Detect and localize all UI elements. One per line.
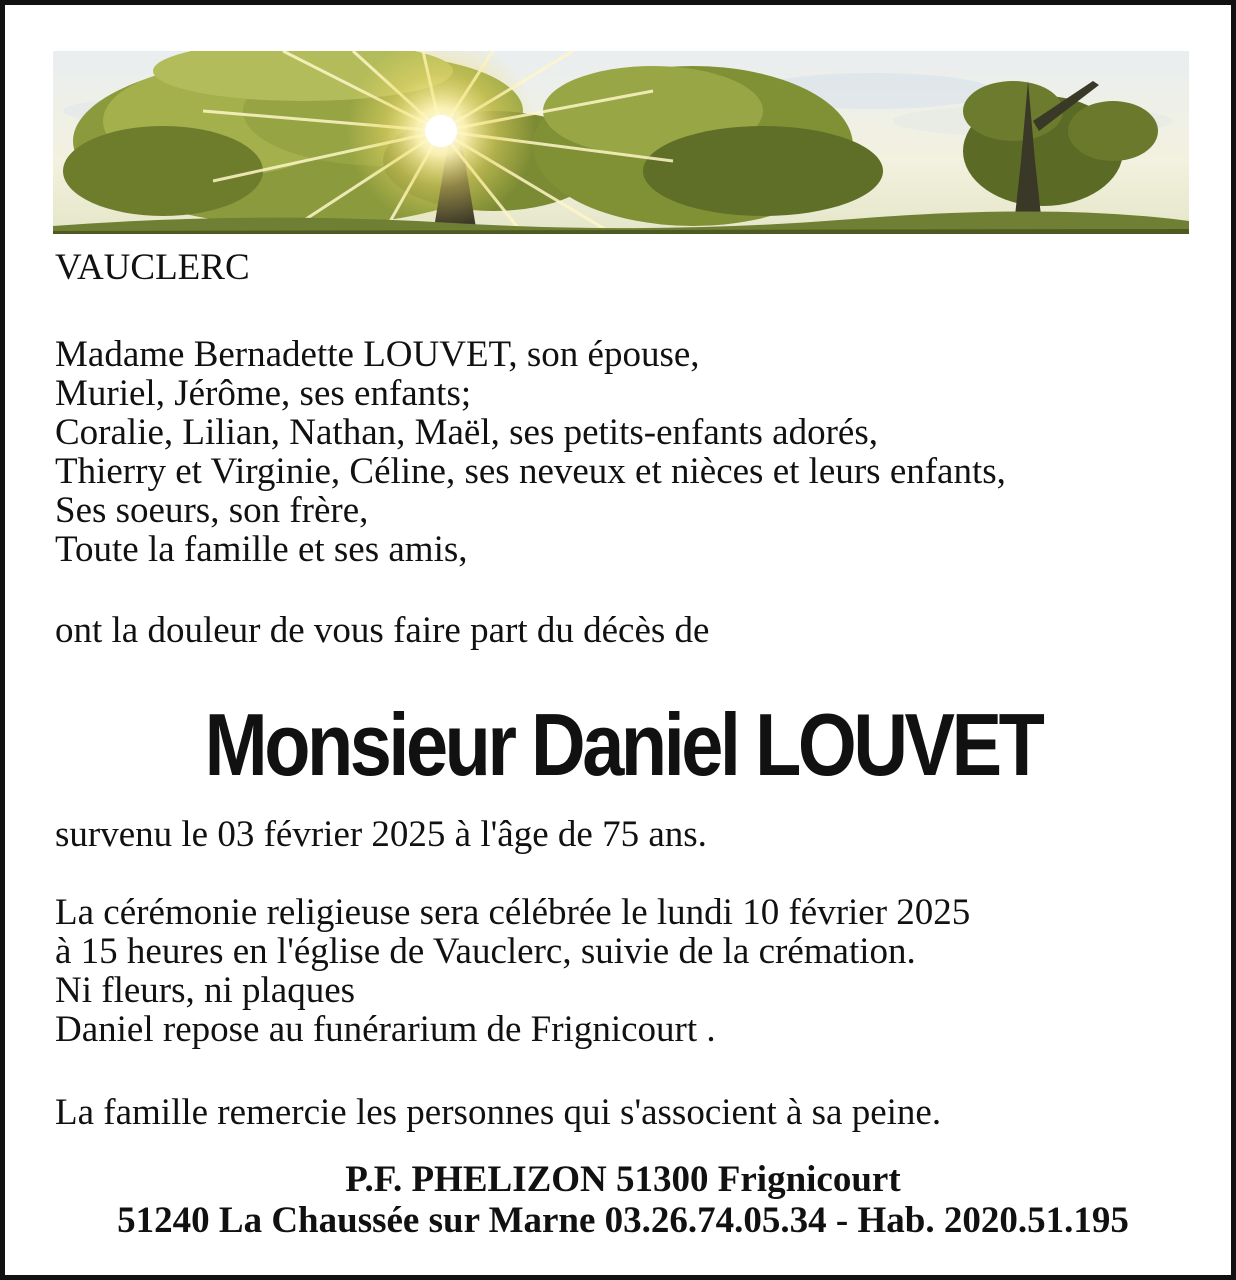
ceremony-details bbox=[55, 893, 970, 1049]
family-line: Coralie, Lilian, Nathan, Maël, ses petits-enfants adorés, bbox=[55, 412, 878, 453]
family-line: Madame Bernadette LOUVET, son épouse, bbox=[55, 334, 700, 375]
family-list bbox=[55, 335, 1006, 569]
sunburst-trees-banner bbox=[53, 51, 1189, 234]
deceased-name: Monsieur Daniel LOUVET bbox=[204, 695, 1042, 794]
funeral-home-footer bbox=[5, 1159, 1236, 1241]
ceremony-line: Ni fleurs, ni plaques bbox=[55, 970, 356, 1011]
ceremony-line: La cérémonie religieuse sera célébrée le lundi 10 février 2025 bbox=[55, 892, 971, 933]
town-name: VAUCLERC bbox=[55, 247, 250, 288]
ceremony-line: à 15 heures en l'église de Vauclerc, suivie de la crémation. bbox=[55, 931, 916, 972]
death-details: survenu le 03 février 2025 à l'âge de 75 ans. bbox=[55, 814, 707, 855]
announcement-line: ont la douleur de vous faire part du décès de bbox=[55, 610, 710, 651]
landscape-image bbox=[53, 51, 1189, 234]
funeral-home-address: 51240 La Chaussée sur Marne 03.26.74.05.34 - Hab. 2020.51.195 bbox=[117, 1200, 1129, 1241]
family-line: Muriel, Jérôme, ses enfants; bbox=[55, 373, 472, 414]
funeral-home-name: P.F. PHELIZON 51300 Frignicourt bbox=[345, 1159, 901, 1200]
family-line: Ses soeurs, son frère, bbox=[55, 490, 369, 531]
thanks-line: La famille remercie les personnes qui s'associent à sa peine. bbox=[55, 1092, 942, 1133]
family-line: Toute la famille et ses amis, bbox=[55, 529, 468, 570]
ceremony-line: Daniel repose au funérarium de Frignicourt . bbox=[55, 1009, 716, 1050]
family-line: Thierry et Virginie, Céline, ses neveux et nièces et leurs enfants, bbox=[55, 451, 1006, 492]
